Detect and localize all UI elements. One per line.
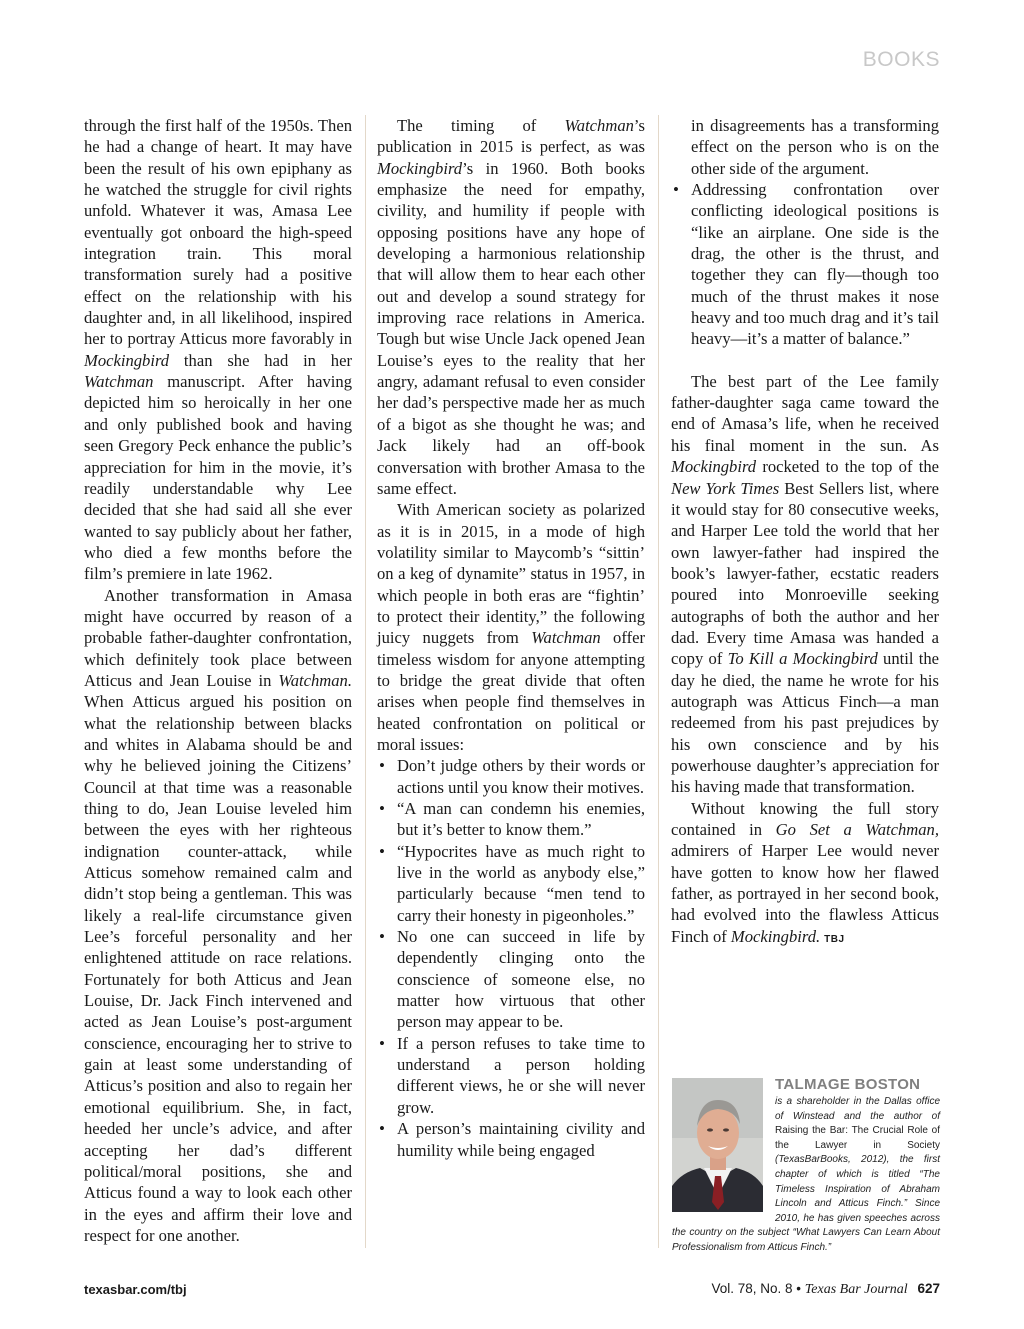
bullet-list — [671, 179, 939, 350]
column-rule — [658, 115, 659, 1248]
volume-info: Vol. 78, No. 8 — [711, 1281, 793, 1296]
list-item: • Don’t judge others by their words or actions until you know their motives. — [377, 755, 645, 798]
paragraph: Another transformation in Amasa might have occurred by reason of a probable father-daughter confrontation, which definitely took place between Atticus and Jean Louise in Watchman. When Atticus argued his position on what the relationship between blacks and whites in Alabama should be and why he believed joining the Citizens’ Council at that time was a reasonable thing to do, Jean Louise leveled him between the eyes with her righteous indignation counter-attack, while Atticus somehow remained calm and didn’t stop being a gentleman. This was likely a real-life circumstance given Lee’s forceful personality and her enlightened attitude on race relations. Fortunately for both Atticus and Jean Louise, Dr. Jack Finch intervened and acted as Jean Louise’s post-argument conscience, encouraging her to strive to gain at least some understanding of Atticus’s position and also to regain her emotional equilibrium. She, in fact, heeded her uncle’s advice, and after accepting her dad’s different political/moral positions, she and Atticus found a way to look each other in the eyes and affirm their love and respect for one another. — [84, 585, 352, 1245]
separator-bullet: • — [796, 1281, 801, 1296]
article-column-1 — [84, 115, 352, 1246]
page-footer — [711, 1281, 940, 1298]
author-name: TALMAGE BOSTON — [775, 1076, 921, 1093]
list-item: • Addressing confrontation over conflicting ideological positions is “like an airplane. One side is the drag, the other is the thrust, and together they can fly—though too much of the thrust makes it nose heavy and too much drag and it’s tail heavy—it’s a matter of balance.” — [671, 179, 939, 350]
journal-title: Texas Bar Journal — [804, 1282, 908, 1297]
list-item-continuation: in disagreements has a transforming effect on the person who is on the other side of the argument. — [691, 116, 939, 178]
list-item: • “A man can condemn his enemies, but it’s better to know them.” — [377, 798, 645, 841]
paragraph: The timing of Watchman’s publication in 2015 is perfect, as was Mockingbird’s in 1960. Both books emphasize the need for empathy, civility, and humility if people with opposing positions have any hope of developing a harmonious relationship that will allow them to hear each other out and develop a sound strategy for improving race relations in America. Tough but wise Uncle Jack opened Jean Louise’s eyes to the reality that her angry, adamant refusal to even consider her dad’s perspective made her as much of a bigot as she thought he was; and Jack likely had an off-book conversation with brother Amasa to the same effect. — [377, 116, 645, 498]
bullet-list — [377, 755, 645, 1161]
paragraph: The best part of the Lee family father-daughter saga came toward the end of Amasa’s life, when he received his final moment in the sun. As Mockingbird rocketed to the top of the New York Times Best Sellers list, where it would stay for 80 consecutive weeks, and Harper Lee told the world that her own lawyer-father had inspired the book’s lawyer-father, ecstatic readers poured into Monroeville seeking autographs of both the author and her dad. Every time Amasa was handed a copy of To Kill a Mockingbird until the day he died, the name he wrote for his autograph was Atticus Finch—a man redeemed from his past prejudices by his own conscience and by his powerhouse daughter’s appreciation for his having made that transformation. — [671, 371, 939, 797]
end-mark: TBJ — [824, 933, 845, 945]
list-item: • “Hypocrites have as much right to live in the world as anybody else,” particularly because “men tend to carry their honesty in pigeonholes.” — [377, 841, 645, 926]
paragraph: Without knowing the full story contained in Go Set a Watchman, admirers of Harper Lee would never have gotten to know how her flawed father, as portrayed in her second book, had evolved into the flawless Atticus Finch of Mockingbird. TBJ — [671, 798, 939, 946]
author-bio: is a shareholder in the Dallas office of Winstead and the author of Raising the Bar: The Crucial Role of the Lawyer in Society (TexasBarBooks, 2012), the first chapter of which is titled “The Timeless Inspiration of Abraham Lincoln and Atticus Finch.” Since 2010, he has given speeches across the country on the subject “What Lawyers Can Learn About Professionalism from Atticus Finch.” — [672, 1096, 940, 1253]
article-column-3 — [671, 115, 939, 950]
list-item: • No one can succeed in life by dependently clinging onto the conscience of someone else, no matter how virtuous that other person may appear to be. — [377, 926, 645, 1033]
page-number: 627 — [917, 1281, 940, 1296]
column-rule — [365, 115, 366, 1248]
list-item: • A person’s maintaining civility and humility while being engaged — [377, 1118, 645, 1161]
section-label: BOOKS — [862, 48, 940, 71]
list-item: • If a person refuses to take time to understand a person holding different views, he or she will never grow. — [377, 1033, 645, 1118]
website-link[interactable]: texasbar.com/tbj — [84, 1282, 187, 1297]
paragraph: through the first half of the 1950s. Then he had a change of heart. It may have been the result of his own epiphany as he watched the struggle for civil rights unfold. Whatever it was, Amasa Lee eventually got onboard the high-speed integration train. This moral transformation surely had a positive effect on the relationship with his daughter and, in all likelihood, inspired her to portray Atticus more favorably in Mockingbird than she had in her Watchman manuscript. After having depicted him so heroically in her one and only published book and having seen Gregory Peck enhance the public’s appreciation for him in the movie, it’s readily understandable why Lee decided that she had said all she ever wanted to say publicly about her father, who died a few months before the film’s premiere in late 1962. — [84, 116, 352, 584]
article-column-2 — [377, 115, 645, 1161]
paragraph: With American society as polarized as it is in 2015, in a mode of high volatility similar to Maycomb’s “sittin’ on a keg of dynamite” status in 1957, in which people in both eras are “fightin’ to protect their identity,” the following juicy nuggets from Watchman offer timeless wisdom for anyone attempting to bridge the great divide that often arises when people find themselves in heated confrontation on political or moral issues: — [377, 500, 645, 754]
